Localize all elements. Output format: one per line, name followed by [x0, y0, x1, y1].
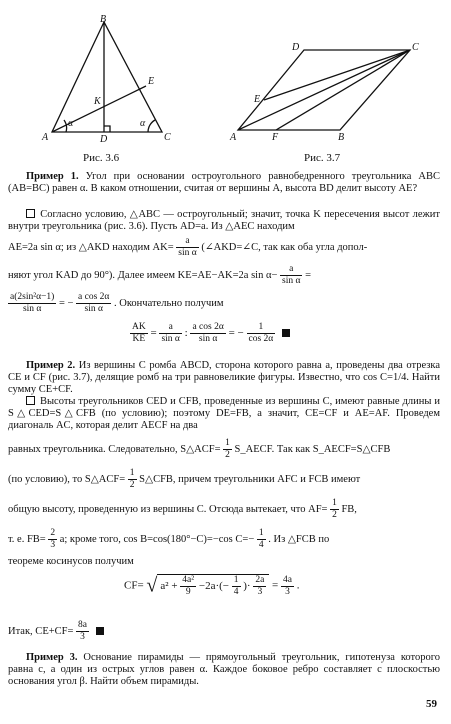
figure-3-6 — [40, 14, 180, 144]
label-b: B — [338, 132, 345, 142]
caption-fig-3-7: Рис. 3.7 — [304, 152, 341, 164]
caption-fig-3-6: Рис. 3.6 — [83, 152, 120, 164]
angle-c-arc — [148, 120, 155, 132]
label-alpha-c: α — [140, 118, 146, 129]
label-b: B — [100, 14, 107, 25]
example-1-solution — [8, 209, 440, 233]
page-number: 59 — [426, 698, 437, 710]
right-angle-d — [104, 126, 110, 132]
label-c: C — [164, 132, 171, 143]
label-e: E — [254, 94, 261, 105]
triangle-abc — [52, 22, 162, 132]
figure-3-7 — [228, 42, 428, 142]
segment-cf — [276, 50, 410, 130]
label-alpha-a: α — [68, 118, 74, 129]
example-2-title: Пример 2. — [26, 360, 76, 371]
ex1-line-4: $\frac{\text{a(2sin²α−1)}}{\text{sin α}}$ = − $\frac{\text{a cos 2α}}{\text{sin α}}$ . Окончательно получим — [10, 292, 224, 314]
solution-start-icon — [26, 396, 35, 405]
ex2-line-6: теореме косинусов получим — [8, 556, 134, 567]
example-3-statement: Пример 3. Основание пирамиды — прямоугольный треугольник, гипотенуза которого равна c, а один из острых углов равен α. Каждое боковое ребро составляет с плоскостью основания угол β. Найти объем пирамиды. — [8, 652, 441, 687]
ex2-line-5: т. е. FB= $\frac{2}{3}$ a; кроме того, cos B=cos(180°−C)=−cos C=− $\frac{1}{4}$ . Из △FCB по — [8, 528, 330, 550]
end-of-solution-icon — [96, 627, 104, 635]
diagonal-ac — [238, 50, 410, 130]
ex2-cf-formula: CF= √ a² + $\frac{\text{4a²}}{9}$ −2a·(− $\frac{1}{4}$ )· $\frac{2a}{3}$ = $\frac{4a}{3}$ . — [124, 574, 300, 597]
label-d: D — [100, 134, 108, 144]
example-2-solution: Высоты треугольников CED и CFB, проведенные из вершины C, имеют равные длины и S△CED=S△CFB (по условию); поэтому DE=FB, а значит, CE=CF и AE=AF. Проведем диагональ AC, которая делит AECF на два — [8, 396, 441, 431]
label-f: F — [272, 132, 279, 142]
ex1-line-3: няют угол KAD до 90°). Далее имеем KE=AE−AK=2a sin α− $\frac{a}{\text{sin α}}$ = — [8, 264, 312, 286]
ex1-line-2: AE=2a sin α; из △AKD находим AK= $\frac{a}{\text{sin α}}$ (∠AKD=∠C, так как оба угла допол- — [8, 236, 368, 258]
example-1-statement — [8, 171, 440, 195]
example-2-statement: Пример 2. Из вершины C ромба ABCD, сторона которого равна a, проведены два отрезка CE и CF (рис. 3.7), делящие ромб на три равновеликие фигуры. Известно, что cos C=1/4. Найти сумму CE+CF. — [8, 360, 441, 395]
frac-a-over-sin: $\frac{a}{\text{sin α}}$ — [178, 236, 197, 258]
ex1-result-formula: $\frac{AK}{KE}$ = $\frac{a}{\text{sin α}}$ : $\frac{\text{a cos 2α}}{\text{sin α}}$ = − $\frac{1}{\cos 2\alpha}$ — [130, 322, 290, 345]
end-of-solution-icon — [282, 329, 290, 337]
label-c: C — [412, 42, 419, 53]
solution-start-icon — [26, 209, 35, 218]
ex2-line-2: равных треугольника. Следовательно, S△ACF= $\frac{1}{2}$ S_AECF. Так как S_AECF=S△CFB — [8, 438, 391, 460]
example-1-title: Пример 1. — [26, 171, 79, 182]
example-1-text: Угол при основании остроугольного равнобедренного треугольника ABC (AB=BC) равен α. В каком отношении, считая от вершины A, высота BD делит высоту AE? — [8, 171, 440, 194]
label-d: D — [292, 42, 300, 53]
label-k: K — [94, 96, 101, 107]
label-a: A — [42, 132, 49, 143]
ex2-line-3: (по условию), то S△ACF= $\frac{1}{2}$ S△CFB, причем треугольники AFC и FCB имеют — [8, 468, 361, 490]
frac-a-over-sin-2: $\frac{a}{\text{sin α}}$ — [282, 264, 301, 286]
label-a: A — [230, 132, 237, 142]
ex2-final: Итак, CE+CF= $\frac{8a}{3}$ — [8, 620, 104, 643]
label-e: E — [148, 76, 155, 87]
example-3-title: Пример 3. — [26, 652, 78, 663]
ex2-line-4: общую высоту, проведенную из вершины C. Отсюда вытекает, что AF= $\frac{1}{2}$ FB, — [8, 498, 357, 520]
ex1-sol-line-1: Согласно условию, △ABC — остроугольный; значит, точка K пересечения высот лежит внутри треугольника (рис. 3.6). Пусть AD=a. Из △AEC находим — [8, 209, 441, 232]
